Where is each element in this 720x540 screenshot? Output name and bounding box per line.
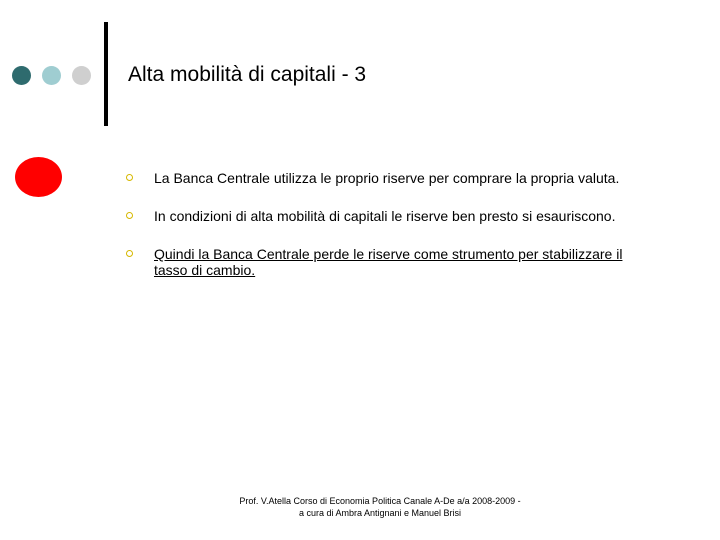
red-circle-decoration	[15, 157, 62, 197]
decorative-dot-light	[42, 66, 61, 85]
bullet-text: La Banca Centrale utilizza le proprio riserve per comprare la propria valuta.	[154, 170, 620, 186]
slide-footer	[200, 495, 560, 519]
bullet-list	[126, 170, 646, 300]
footer-line: Prof. V.Atella Corso di Economia Politica Canale A-De a/a 2008-2009 -	[239, 496, 521, 506]
bullet-circle-icon	[126, 250, 133, 257]
footer-line: a cura di Ambra Antignani e Manuel Brisi	[298, 508, 462, 518]
decorative-dot-grey	[72, 66, 91, 85]
bullet-text: In condizioni di alta mobilità di capitali le riserve ben presto si esauriscono.	[154, 208, 616, 224]
slide-title: Alta mobilità di capitali - 3	[128, 63, 367, 86]
decorative-dot-dark	[12, 66, 31, 85]
title-divider	[104, 22, 108, 126]
bullet-circle-icon	[126, 212, 133, 219]
bullet-item	[126, 246, 646, 278]
bullet-item	[126, 170, 646, 186]
bullet-circle-icon	[126, 174, 133, 181]
bullet-item	[126, 208, 646, 224]
bullet-text: Quindi la Banca Centrale perde le riserve come strumento per stabilizzare il tasso di cambio.	[154, 246, 623, 278]
